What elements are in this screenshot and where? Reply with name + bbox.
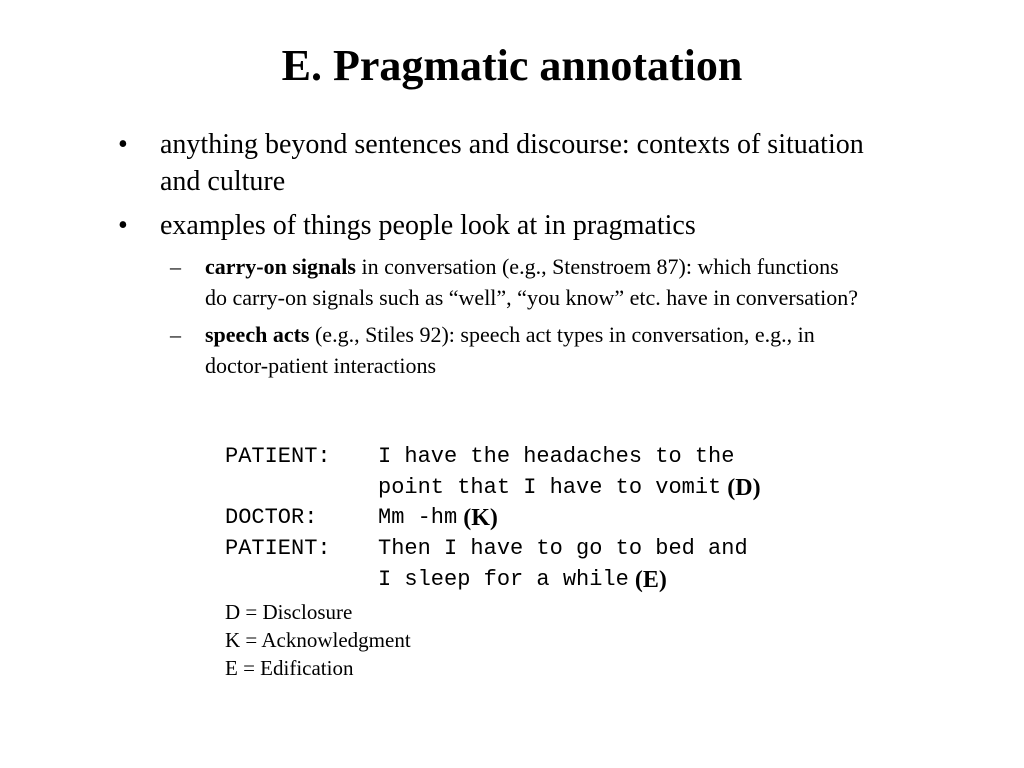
dialogue-line (225, 534, 761, 565)
dialogue-line (225, 503, 761, 534)
bullet-text: examples of things people look at in pragmatics (160, 210, 696, 241)
dialogue-text: Mm -hm (378, 505, 458, 531)
dialogue-speaker (225, 565, 378, 596)
speech-act-code: (D) (727, 474, 761, 501)
bullet-item (118, 126, 918, 200)
sub-bullet-item (170, 319, 918, 381)
dialogue-text: point that I have to vomit (378, 474, 722, 500)
sub-bullet-text (205, 319, 865, 381)
sub-bullet-term: carry-on signals (205, 254, 356, 279)
bullet-text: anything beyond sentences and discourse: contexts of situation and culture (160, 129, 864, 197)
code-legend (225, 598, 411, 682)
speech-act-code: (E) (634, 566, 667, 593)
dialogue-line (225, 473, 761, 504)
dialogue-speaker (225, 473, 378, 504)
dialogue-line (225, 442, 761, 473)
sub-bullet-marker: – (170, 322, 181, 347)
dialogue-speaker: DOCTOR: (225, 505, 318, 531)
bullet-list (118, 126, 918, 387)
dialogue-speaker: PATIENT: (225, 444, 331, 469)
dialogue-text: I sleep for a while (378, 566, 629, 592)
sub-bullet-item (170, 251, 918, 313)
legend-item: E = Edification (225, 656, 354, 680)
sub-bullet-text (205, 251, 865, 313)
sub-bullet-body: in conversation (e.g., Stenstroem 87): which functions do carry-on signals such as “well”, “you know” etc. have in conversation? (205, 254, 859, 310)
dialogue-text: Then I have to go to bed and (378, 536, 748, 562)
bullet-marker: • (118, 210, 128, 241)
slide-title: E. Pragmatic annotation (281, 41, 743, 90)
sub-bullet-list (170, 251, 918, 381)
legend-item: K = Acknowledgment (225, 628, 411, 652)
sub-bullet-marker: – (170, 254, 181, 279)
sub-bullet-body: (e.g., Stiles 92): speech act types in conversation, e.g., in doctor-patient interactions (205, 322, 815, 378)
bullet-item (118, 207, 918, 244)
sub-bullet-term: speech acts (205, 322, 310, 347)
dialogue-speaker: PATIENT: (225, 536, 331, 562)
speech-act-code: (K) (463, 505, 498, 532)
dialogue-line (225, 565, 761, 596)
dialogue-example (225, 442, 761, 596)
dialogue-text: I have the headaches to the (378, 444, 735, 469)
legend-item: D = Disclosure (225, 600, 353, 624)
bullet-marker: • (118, 129, 128, 160)
